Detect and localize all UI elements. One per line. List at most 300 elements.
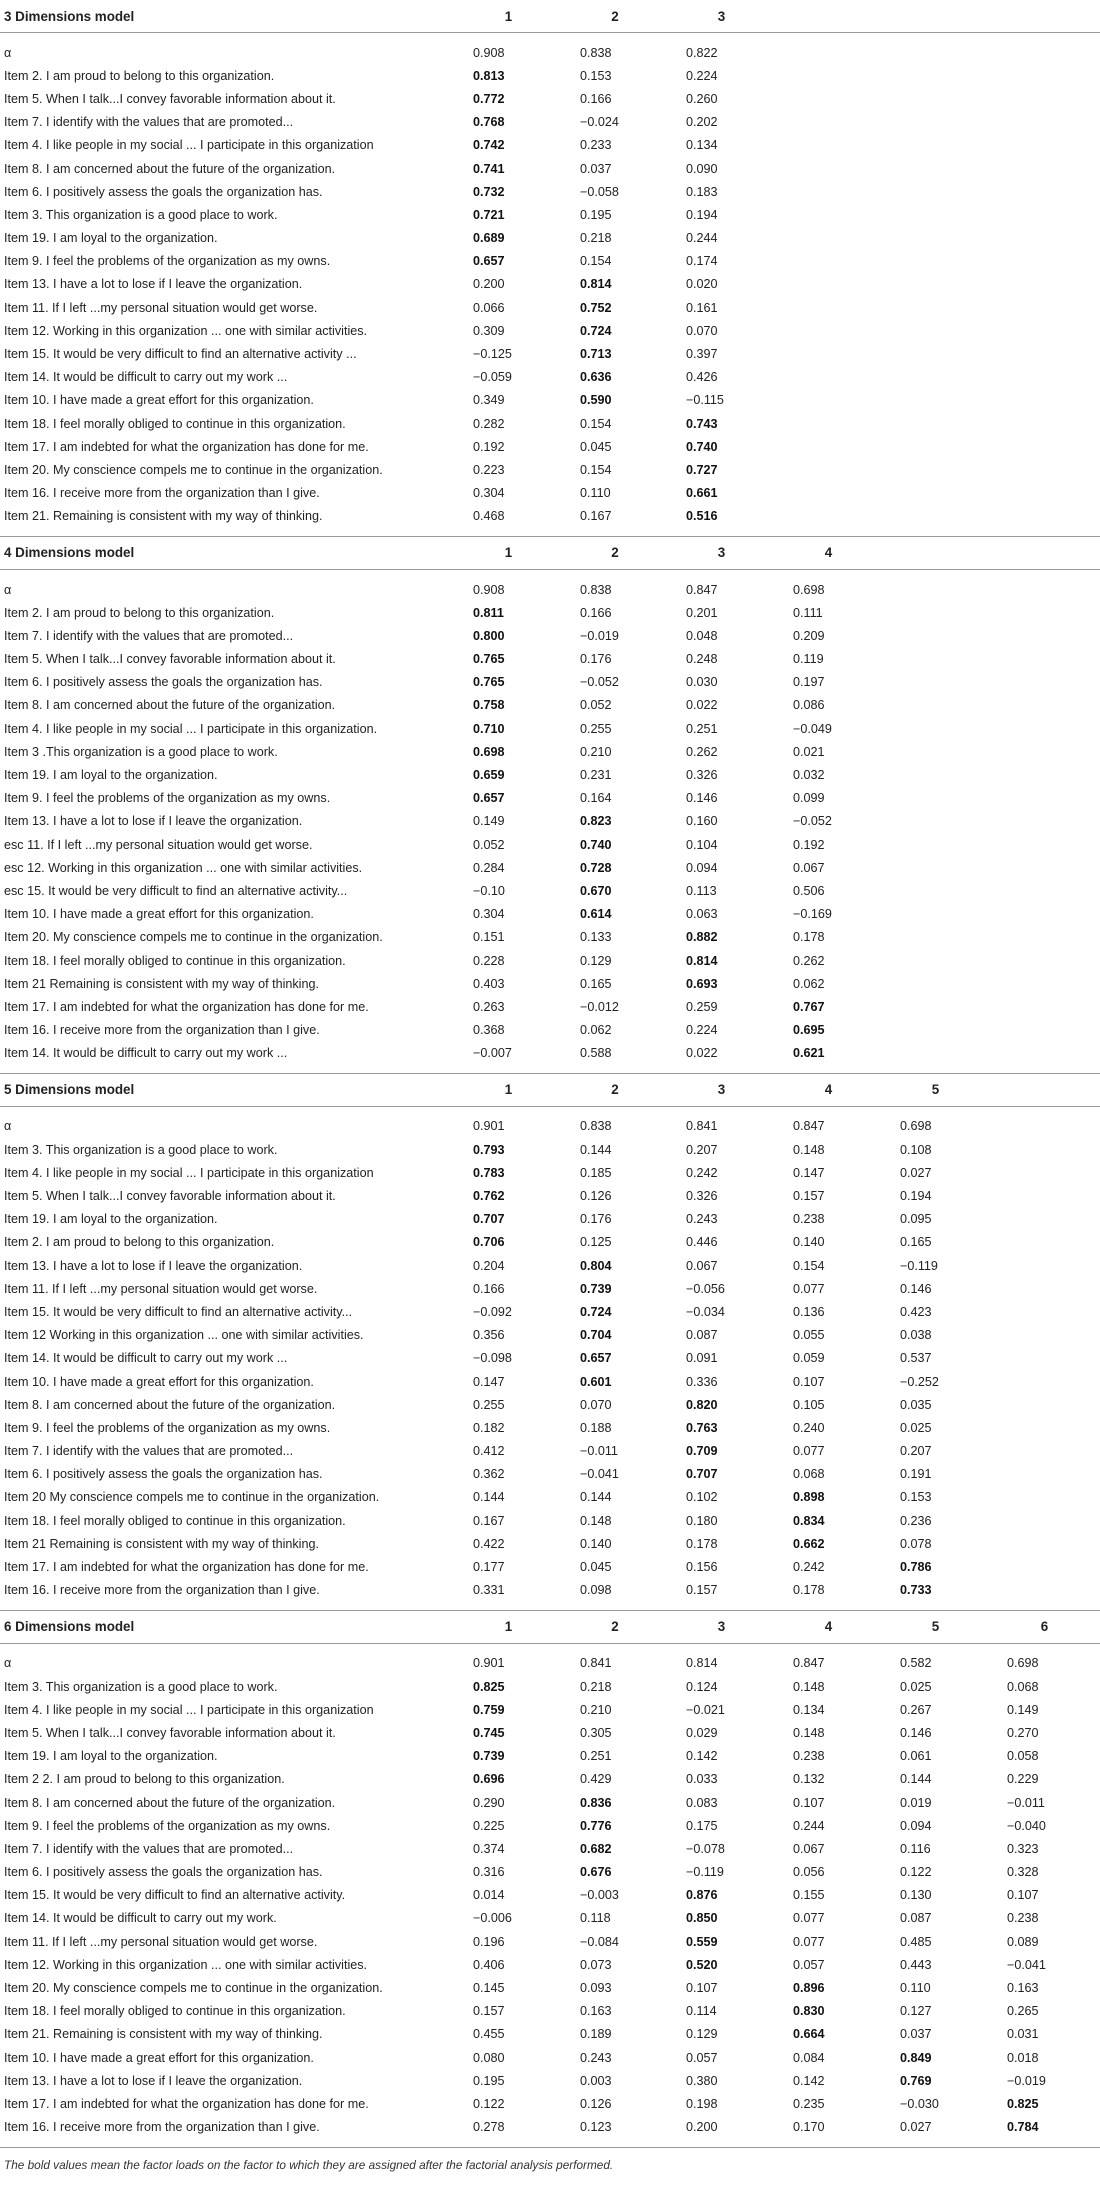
empty-cell <box>989 342 1100 365</box>
item-row <box>0 740 1100 763</box>
item-label: Item 4. I like people in my social ... I participate in this organization <box>0 1698 455 1721</box>
loading-value: 0.242 <box>775 1555 882 1578</box>
loading-value: 0.157 <box>775 1184 882 1207</box>
item-row <box>0 157 1100 180</box>
spacer-cell <box>562 1602 668 1611</box>
loading-value: 0.426 <box>668 366 775 389</box>
loading-value: 0.140 <box>562 1532 668 1555</box>
empty-cell <box>775 319 882 342</box>
item-label: Item 3. This organization is a good place to work. <box>0 1138 455 1161</box>
loading-value: 0.270 <box>989 1721 1100 1744</box>
loading-value: 0.125 <box>562 1231 668 1254</box>
assigned-loading-value: 0.657 <box>455 787 562 810</box>
divider-cell <box>0 1643 455 1652</box>
loading-value: 0.119 <box>775 648 882 671</box>
empty-cell <box>989 180 1100 203</box>
section-header-row <box>0 1073 1100 1106</box>
item-row <box>0 482 1100 505</box>
factor-column-header: 1 <box>455 1073 562 1106</box>
loading-value: 0.045 <box>562 435 668 458</box>
empty-cell <box>882 458 989 481</box>
item-label: Item 21. Remaining is consistent with my way of thinking. <box>0 505 455 528</box>
alpha-label: α <box>0 41 455 64</box>
loading-value: 0.086 <box>775 694 882 717</box>
item-row <box>0 227 1100 250</box>
loading-value: 0.038 <box>882 1324 989 1347</box>
loading-value: 0.204 <box>455 1254 562 1277</box>
item-label: Item 13. I have a lot to lose if I leave the organization. <box>0 810 455 833</box>
assigned-loading-value: 0.768 <box>455 111 562 134</box>
loading-value: 0.233 <box>562 134 668 157</box>
loading-value: 0.090 <box>668 157 775 180</box>
empty-cell <box>882 435 989 458</box>
loading-value: 0.037 <box>882 2023 989 2046</box>
spacer-cell <box>775 2139 882 2148</box>
item-row <box>0 87 1100 110</box>
loading-value: 0.156 <box>668 1555 775 1578</box>
empty-cell <box>775 389 882 412</box>
item-label: Item 18. I feel morally obliged to continue in this organization. <box>0 412 455 435</box>
loading-value: 0.225 <box>455 1814 562 1837</box>
spacer-cell <box>668 528 775 537</box>
loading-value: 0.908 <box>455 41 562 64</box>
loading-value: 0.153 <box>882 1486 989 1509</box>
assigned-loading-value: 0.814 <box>668 949 775 972</box>
empty-cell <box>989 717 1100 740</box>
item-label: Item 8. I am concerned about the future of the organization. <box>0 1791 455 1814</box>
empty-cell <box>989 1509 1100 1532</box>
item-label: Item 18. I feel morally obliged to continue in this organization. <box>0 1509 455 1532</box>
loading-value: 0.908 <box>455 578 562 601</box>
loading-value: 0.068 <box>775 1463 882 1486</box>
loading-value: 0.037 <box>562 157 668 180</box>
item-row <box>0 995 1100 1018</box>
assigned-loading-value: 0.783 <box>455 1161 562 1184</box>
section-spacer <box>0 1065 1100 1074</box>
loading-value: 0.070 <box>668 319 775 342</box>
empty-cell <box>989 1416 1100 1439</box>
assigned-loading-value: 0.814 <box>562 273 668 296</box>
item-row <box>0 1184 1100 1207</box>
empty-cell <box>989 1231 1100 1254</box>
loading-value: 0.260 <box>668 87 775 110</box>
loading-value: 0.189 <box>562 2023 668 2046</box>
empty-cell <box>989 972 1100 995</box>
factor-column-header: 3 <box>668 0 775 33</box>
assigned-loading-value: 0.707 <box>455 1208 562 1231</box>
loading-value: −0.115 <box>668 389 775 412</box>
loading-value: 0.154 <box>775 1254 882 1277</box>
loading-value: 0.229 <box>989 1768 1100 1791</box>
item-row <box>0 1953 1100 1976</box>
assigned-loading-value: 0.882 <box>668 926 775 949</box>
spacer-cell <box>989 1602 1100 1611</box>
item-row <box>0 1347 1100 1370</box>
empty-cell <box>989 64 1100 87</box>
alpha-label: α <box>0 1652 455 1675</box>
loading-value: 0.188 <box>562 1416 668 1439</box>
empty-cell <box>989 810 1100 833</box>
empty-cell <box>989 787 1100 810</box>
divider-cell <box>989 569 1100 578</box>
item-row <box>0 787 1100 810</box>
loading-value: 0.228 <box>455 949 562 972</box>
item-label: Item 4. I like people in my social ... I participate in this organization. <box>0 717 455 740</box>
empty-cell <box>775 157 882 180</box>
item-row <box>0 1440 1100 1463</box>
loading-value: 0.160 <box>668 810 775 833</box>
item-label: esc 12. Working in this organization ... one with similar activities. <box>0 856 455 879</box>
factor-column-header: 5 <box>882 1073 989 1106</box>
loading-value: 0.084 <box>775 2046 882 2069</box>
item-row <box>0 1416 1100 1439</box>
loading-value: 0.163 <box>989 1976 1100 1999</box>
divider-cell <box>455 569 562 578</box>
loading-value: 0.129 <box>562 949 668 972</box>
loading-value: 0.403 <box>455 972 562 995</box>
factor-column-header: 2 <box>562 1610 668 1643</box>
loading-value: 0.362 <box>455 1463 562 1486</box>
loading-value: 0.052 <box>562 694 668 717</box>
assigned-loading-value: 0.661 <box>668 482 775 505</box>
assigned-loading-value: 0.776 <box>562 1814 668 1837</box>
section-header-row <box>0 0 1100 33</box>
assigned-loading-value: 0.516 <box>668 505 775 528</box>
assigned-loading-value: 0.793 <box>455 1138 562 1161</box>
loading-value: −0.006 <box>455 1907 562 1930</box>
loading-value: 0.035 <box>882 1393 989 1416</box>
assigned-loading-value: 0.727 <box>668 458 775 481</box>
empty-cell <box>882 111 989 134</box>
empty-cell <box>989 1463 1100 1486</box>
item-label: Item 15. It would be very difficult to find an alternative activity... <box>0 1300 455 1323</box>
item-label: Item 4. I like people in my social ... I participate in this organization <box>0 134 455 157</box>
divider-cell <box>455 33 562 42</box>
section-spacer <box>0 2139 1100 2148</box>
loading-value: 0.349 <box>455 389 562 412</box>
assigned-loading-value: 0.834 <box>775 1509 882 1532</box>
divider-cell <box>455 1643 562 1652</box>
loading-value: 0.057 <box>775 1953 882 1976</box>
item-row <box>0 1884 1100 1907</box>
empty-cell <box>989 1042 1100 1065</box>
item-label: Item 17. I am indebted for what the organization has done for me. <box>0 995 455 1018</box>
loading-value: 0.175 <box>668 1814 775 1837</box>
loading-value: −0.052 <box>775 810 882 833</box>
loading-value: 0.326 <box>668 763 775 786</box>
loading-value: 0.166 <box>455 1277 562 1300</box>
loading-value: 0.161 <box>668 296 775 319</box>
loading-value: 0.191 <box>882 1463 989 1486</box>
spacer-cell <box>882 1602 989 1611</box>
empty-cell <box>882 157 989 180</box>
assigned-loading-value: 0.614 <box>562 903 668 926</box>
loading-value: 0.814 <box>668 1652 775 1675</box>
assigned-loading-value: 0.784 <box>989 2116 1100 2139</box>
loading-value: 0.284 <box>455 856 562 879</box>
empty-cell <box>775 180 882 203</box>
factor-column-header: 4 <box>775 1610 882 1643</box>
loading-value: 0.148 <box>775 1721 882 1744</box>
empty-cell <box>882 342 989 365</box>
loading-value: 0.077 <box>775 1907 882 1930</box>
empty-cell <box>989 1073 1100 1106</box>
loading-value: 0.025 <box>882 1416 989 1439</box>
empty-cell <box>882 366 989 389</box>
spacer-cell <box>882 528 989 537</box>
loading-value: 0.104 <box>668 833 775 856</box>
empty-cell <box>989 995 1100 1018</box>
empty-cell <box>989 1254 1100 1277</box>
loading-value: 0.200 <box>668 2116 775 2139</box>
loading-value: 0.093 <box>562 1976 668 1999</box>
item-label: Item 6. I positively assess the goals the organization has. <box>0 1463 455 1486</box>
item-row <box>0 319 1100 342</box>
factor-column-header: 1 <box>455 1610 562 1643</box>
loading-value: 0.207 <box>668 1138 775 1161</box>
assigned-loading-value: 0.704 <box>562 1324 668 1347</box>
spacer-cell <box>775 528 882 537</box>
loading-value: 0.841 <box>668 1115 775 1138</box>
item-row <box>0 903 1100 926</box>
item-label: Item 15. It would be very difficult to find an alternative activity ... <box>0 342 455 365</box>
assigned-loading-value: 0.786 <box>882 1555 989 1578</box>
spacer-cell <box>562 1065 668 1074</box>
divider-cell <box>0 33 455 42</box>
item-label: Item 2. I am proud to belong to this organization. <box>0 64 455 87</box>
loading-value: 0.113 <box>668 879 775 902</box>
loading-value: 0.336 <box>668 1370 775 1393</box>
empty-cell <box>882 134 989 157</box>
loading-value: 0.108 <box>882 1138 989 1161</box>
loading-value: 0.185 <box>562 1161 668 1184</box>
loading-value: 0.110 <box>562 482 668 505</box>
item-row <box>0 1976 1100 1999</box>
loading-value: 0.166 <box>562 601 668 624</box>
item-label: Item 10. I have made a great effort for this organization. <box>0 2046 455 2069</box>
item-row <box>0 1509 1100 1532</box>
assigned-loading-value: 0.590 <box>562 389 668 412</box>
empty-cell <box>775 505 882 528</box>
assigned-loading-value: 0.601 <box>562 1370 668 1393</box>
factor-column-header: 4 <box>775 1073 882 1106</box>
item-row <box>0 2092 1100 2115</box>
loading-value: 0.242 <box>668 1161 775 1184</box>
loading-value: 0.014 <box>455 1884 562 1907</box>
assigned-loading-value: 0.721 <box>455 203 562 226</box>
item-label: Item 2. I am proud to belong to this organization. <box>0 1231 455 1254</box>
assigned-loading-value: 0.741 <box>455 157 562 180</box>
loading-value: 0.240 <box>775 1416 882 1439</box>
loading-value: 0.094 <box>668 856 775 879</box>
loading-value: 0.133 <box>562 926 668 949</box>
loading-value: 0.055 <box>775 1324 882 1347</box>
assigned-loading-value: 0.742 <box>455 134 562 157</box>
item-label: Item 12. Working in this organization ... one with similar activities. <box>0 319 455 342</box>
factor-column-header: 5 <box>882 1610 989 1643</box>
loading-value: 0.057 <box>668 2046 775 2069</box>
empty-cell <box>989 1370 1100 1393</box>
assigned-loading-value: 0.710 <box>455 717 562 740</box>
assigned-loading-value: 0.662 <box>775 1532 882 1555</box>
item-row <box>0 1861 1100 1884</box>
empty-cell <box>882 601 989 624</box>
loading-value: 0.183 <box>668 180 775 203</box>
spacer-cell <box>455 2139 562 2148</box>
empty-cell <box>989 1393 1100 1416</box>
item-row <box>0 111 1100 134</box>
item-row <box>0 1791 1100 1814</box>
loading-value: −0.078 <box>668 1837 775 1860</box>
loading-value: 0.134 <box>668 134 775 157</box>
empty-cell <box>989 949 1100 972</box>
loading-value: 0.326 <box>668 1184 775 1207</box>
item-label: esc 11. If I left ...my personal situation would get worse. <box>0 833 455 856</box>
divider-cell <box>455 1106 562 1115</box>
empty-cell <box>989 157 1100 180</box>
divider-cell <box>668 33 775 42</box>
loading-value: 0.003 <box>562 2069 668 2092</box>
empty-cell <box>989 0 1100 33</box>
loading-value: 0.149 <box>989 1698 1100 1721</box>
factor-column-header: 3 <box>668 1610 775 1643</box>
assigned-loading-value: 0.763 <box>668 1416 775 1439</box>
assigned-loading-value: 0.850 <box>668 1907 775 1930</box>
alpha-row <box>0 578 1100 601</box>
item-label: Item 13. I have a lot to lose if I leave the organization. <box>0 2069 455 2092</box>
spacer-cell <box>668 1065 775 1074</box>
empty-cell <box>775 64 882 87</box>
item-row <box>0 972 1100 995</box>
loading-value: 0.331 <box>455 1579 562 1602</box>
loading-value: 0.210 <box>562 740 668 763</box>
loading-value: 0.200 <box>455 273 562 296</box>
loading-value: 0.122 <box>455 2092 562 2115</box>
item-label: Item 19. I am loyal to the organization. <box>0 1745 455 1768</box>
item-label: Item 10. I have made a great effort for this organization. <box>0 389 455 412</box>
loading-value: 0.148 <box>775 1675 882 1698</box>
assigned-loading-value: 0.621 <box>775 1042 882 1065</box>
empty-cell <box>882 787 989 810</box>
empty-cell <box>989 273 1100 296</box>
spacer-cell <box>0 1065 455 1074</box>
assigned-loading-value: 0.811 <box>455 601 562 624</box>
item-label: Item 11. If I left ...my personal situation would get worse. <box>0 1930 455 1953</box>
loading-value: 0.154 <box>562 250 668 273</box>
loading-value: 0.107 <box>989 1884 1100 1907</box>
loading-value: 0.099 <box>775 787 882 810</box>
loading-value: 0.238 <box>775 1745 882 1768</box>
assigned-loading-value: 0.767 <box>775 995 882 1018</box>
empty-cell <box>775 227 882 250</box>
spacer-cell <box>668 2139 775 2148</box>
empty-cell <box>775 482 882 505</box>
loading-value: 0.210 <box>562 1698 668 1721</box>
loading-value: 0.207 <box>882 1440 989 1463</box>
item-row <box>0 412 1100 435</box>
loading-value: 0.067 <box>775 856 882 879</box>
loading-value: −0.052 <box>562 671 668 694</box>
loading-value: 0.157 <box>455 2000 562 2023</box>
empty-cell <box>775 250 882 273</box>
item-row <box>0 2046 1100 2069</box>
loading-value: 0.847 <box>775 1652 882 1675</box>
loading-value: 0.192 <box>455 435 562 458</box>
loading-value: 0.194 <box>668 203 775 226</box>
assigned-loading-value: 0.739 <box>562 1277 668 1300</box>
assigned-loading-value: 0.676 <box>562 1861 668 1884</box>
loading-value: 0.073 <box>562 1953 668 1976</box>
empty-cell <box>989 1347 1100 1370</box>
assigned-loading-value: 0.706 <box>455 1231 562 1254</box>
loading-value: −0.030 <box>882 2092 989 2115</box>
empty-cell <box>989 1138 1100 1161</box>
section-header-row <box>0 1610 1100 1643</box>
item-label: Item 19. I am loyal to the organization. <box>0 227 455 250</box>
loading-value: 0.197 <box>775 671 882 694</box>
item-row <box>0 2116 1100 2139</box>
item-label: Item 7. I identify with the values that are promoted... <box>0 1837 455 1860</box>
empty-cell <box>882 578 989 601</box>
empty-cell <box>989 763 1100 786</box>
item-label: Item 20. My conscience compels me to continue in the organization. <box>0 926 455 949</box>
empty-cell <box>989 412 1100 435</box>
empty-cell <box>989 740 1100 763</box>
loading-value: 0.145 <box>455 1976 562 1999</box>
empty-cell <box>775 273 882 296</box>
loading-value: 0.468 <box>455 505 562 528</box>
loading-value: 0.107 <box>668 1976 775 1999</box>
loading-value: 0.027 <box>882 2116 989 2139</box>
assigned-loading-value: 0.707 <box>668 1463 775 1486</box>
assigned-loading-value: 0.836 <box>562 1791 668 1814</box>
item-row <box>0 1675 1100 1698</box>
assigned-loading-value: 0.728 <box>562 856 668 879</box>
loading-value: 0.110 <box>882 1976 989 1999</box>
item-row <box>0 366 1100 389</box>
alpha-label: α <box>0 578 455 601</box>
factor-column-header: 2 <box>562 0 668 33</box>
loading-value: 0.235 <box>775 2092 882 2115</box>
assigned-loading-value: 0.695 <box>775 1019 882 1042</box>
loading-value: 0.153 <box>562 64 668 87</box>
loading-value: 0.107 <box>775 1370 882 1393</box>
loading-value: 0.144 <box>562 1486 668 1509</box>
item-row <box>0 1161 1100 1184</box>
assigned-loading-value: 0.739 <box>455 1745 562 1768</box>
item-label: Item 21 Remaining is consistent with my way of thinking. <box>0 972 455 995</box>
item-label: Item 3. This organization is a good place to work. <box>0 1675 455 1698</box>
loading-value: 0.063 <box>668 903 775 926</box>
loading-value: 0.356 <box>455 1324 562 1347</box>
loading-value: 0.058 <box>989 1745 1100 1768</box>
assigned-loading-value: 0.804 <box>562 1254 668 1277</box>
empty-cell <box>989 1019 1100 1042</box>
loading-value: 0.422 <box>455 1532 562 1555</box>
header-divider <box>0 1643 1100 1652</box>
loading-value: 0.091 <box>668 1347 775 1370</box>
spacer-cell <box>0 528 455 537</box>
loading-value: 0.901 <box>455 1652 562 1675</box>
empty-cell <box>989 250 1100 273</box>
loading-value: 0.155 <box>775 1884 882 1907</box>
loading-value: −0.098 <box>455 1347 562 1370</box>
empty-cell <box>882 926 989 949</box>
loading-value: 0.248 <box>668 648 775 671</box>
divider-cell <box>775 33 882 42</box>
item-row <box>0 1393 1100 1416</box>
empty-cell <box>989 1324 1100 1347</box>
